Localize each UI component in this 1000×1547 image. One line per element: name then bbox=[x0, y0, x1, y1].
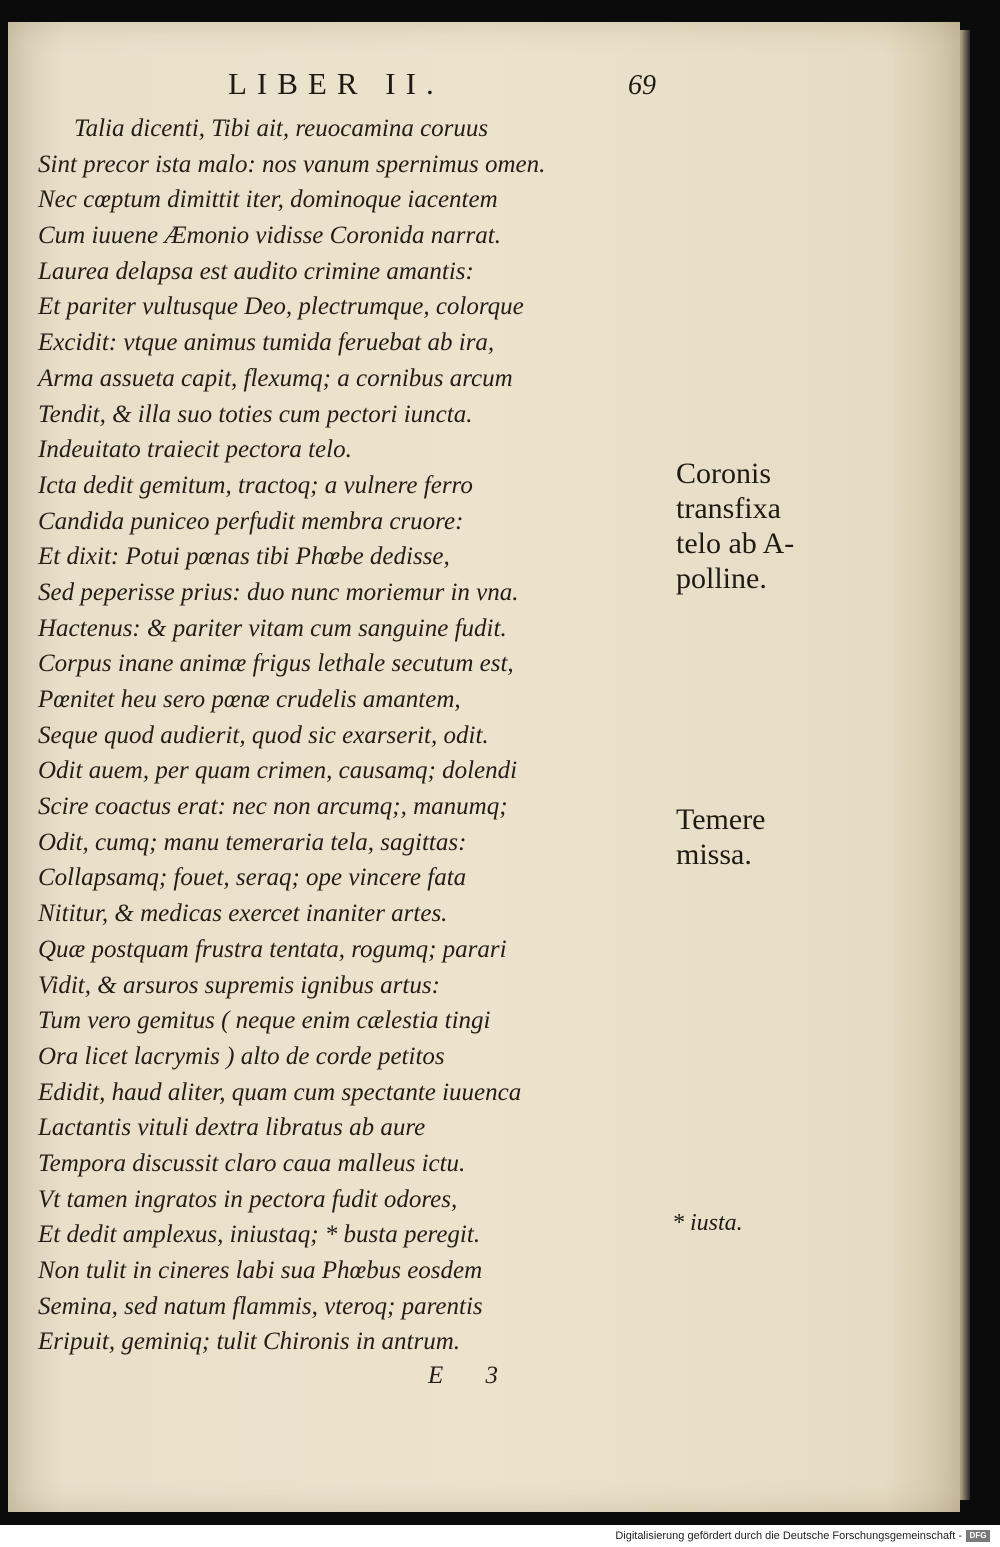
verse-line: Odit, cumq; manu temeraria tela, sagittas: bbox=[38, 828, 467, 856]
verse-text bbox=[38, 111, 545, 1360]
verse-line: Laurea delapsa est audito crimine amantis: bbox=[38, 257, 474, 285]
digitization-footer bbox=[615, 1530, 990, 1542]
verse-line: Et dedit amplexus, iniustaq; * busta peregit. bbox=[38, 1221, 481, 1249]
verse-line: Et pariter vultusque Deo, plectrumque, colorque bbox=[38, 293, 524, 321]
dfg-logo: DFG bbox=[966, 1530, 990, 1542]
verse-line: Cum iuuene Æmonio vidisse Coronida narrat. bbox=[38, 222, 501, 250]
margin-note-line: polline. bbox=[676, 562, 767, 595]
page-number: 69 bbox=[628, 70, 656, 101]
verse-line: Nec cœptum dimittit iter, dominoque iacentem bbox=[38, 186, 498, 214]
margin-note-line: transfixa bbox=[676, 492, 781, 525]
verse-line: Lactantis vituli dextra libratus ab aure bbox=[38, 1114, 426, 1142]
running-head: LIBER II. bbox=[228, 66, 444, 101]
signature-mark: E 3 bbox=[428, 1362, 517, 1389]
verse-line: Icta dedit gemitum, tractoq; a vulnere ferro bbox=[38, 471, 473, 499]
margin-note-iusta: * iusta. bbox=[672, 1210, 743, 1236]
verse-line: Tendit, & illa suo toties cum pectori iuncta. bbox=[38, 400, 473, 428]
verse-line: Odit auem, per quam crimen, causamq; dolendi bbox=[38, 757, 518, 785]
verse-line: Talia dicenti, Tibi ait, reuocamina coruus bbox=[74, 115, 489, 142]
verse-line: Edidit, haud aliter, quam cum spectante iuuenca bbox=[38, 1078, 522, 1106]
verse-line: Nititur, & medicas exercet inaniter artes. bbox=[38, 900, 448, 928]
verse-line: Corpus inane animæ frigus lethale secutum est, bbox=[38, 650, 514, 678]
verse-line: Vidit, & arsuros supremis ignibus artus: bbox=[38, 971, 440, 999]
verse-line: Collapsamq; fouet, seraq; ope vincere fata bbox=[38, 864, 467, 892]
verse-line: Sint precor ista malo: nos vanum spernimus omen. bbox=[38, 150, 546, 178]
verse-line: Eripuit, geminiq; tulit Chironis in antrum. bbox=[38, 1328, 461, 1356]
verse-line: Candida puniceo perfudit membra cruore: bbox=[38, 507, 464, 535]
verse-line: Ora licet lacrymis ) alto de corde petitos bbox=[38, 1042, 445, 1070]
margin-note-line: telo ab A- bbox=[676, 527, 795, 560]
margin-note-line: Temere bbox=[676, 803, 766, 836]
verse-line: Tum vero gemitus ( neque enim cælestia tingi bbox=[38, 1007, 491, 1035]
margin-note-line: missa. bbox=[676, 838, 752, 871]
verse-line: Hactenus: & pariter vitam cum sanguine fudit. bbox=[38, 614, 507, 642]
verse-line: Quæ postquam frustra tentata, rogumq; parari bbox=[38, 935, 507, 963]
verse-line: Tempora discussit claro caua malleus ictu. bbox=[38, 1149, 466, 1177]
verse-line: Non tulit in cineres labi sua Phœbus eosdem bbox=[38, 1257, 483, 1284]
verse-line: Seque quod audierit, quod sic exarserit, odit. bbox=[38, 721, 489, 749]
verse-line: Excidit: vtque animus tumida feruebat ab ira, bbox=[38, 329, 495, 357]
verse-line: Vt tamen ingratos in pectora fudit odores, bbox=[38, 1185, 458, 1213]
verse-line: Pœnitet heu sero pœnæ crudelis amantem, bbox=[38, 686, 461, 713]
margin-note-line: Coronis bbox=[676, 457, 772, 490]
verse-line: Sed peperisse prius: duo nunc moriemur in vna. bbox=[38, 578, 519, 606]
margin-note-temere bbox=[676, 802, 766, 872]
margin-note-coronis bbox=[676, 456, 794, 596]
verse-line: Scire coactus erat: nec non arcumq;, manumq; bbox=[38, 793, 508, 821]
verse-line: Semina, sed natum flammis, vteroq; parentis bbox=[38, 1292, 483, 1320]
verse-line: Et dixit: Potui pœnas tibi Phœbe dedisse, bbox=[38, 543, 450, 571]
verse-line: Arma assueta capit, flexumq; a cornibus arcum bbox=[38, 364, 513, 392]
footer-text: Digitalisierung gefördert durch die Deutsche Forschungsgemeinschaft - bbox=[615, 1530, 962, 1542]
verse-line: Indeuitato traiecit pectora telo. bbox=[38, 436, 352, 464]
